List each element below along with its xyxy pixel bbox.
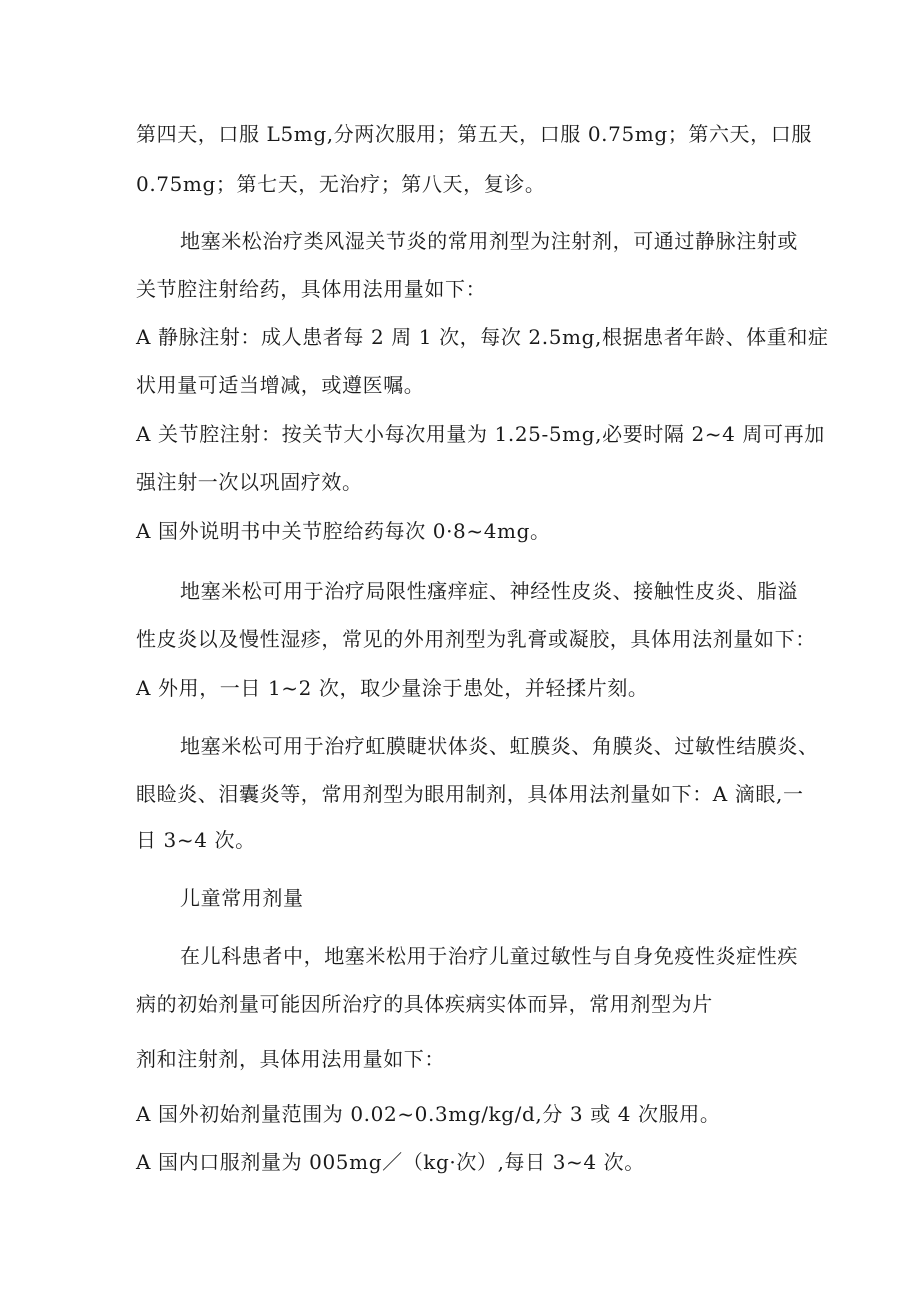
paragraph-start-line: 地塞米松可用于治疗局限性瘙痒症、神经性皮炎、接触性皮炎、脂溢 bbox=[180, 579, 798, 603]
text-line: 0.75mg；第七天，无治疗；第八天，复诊。 bbox=[136, 172, 546, 196]
paragraph-start-line: 地塞米松治疗类风湿关节炎的常用剂型为注射剂，可通过静脉注射或 bbox=[180, 229, 798, 253]
list-item-line: A 国外说明书中关节腔给药每次 0·8~4mg。 bbox=[136, 519, 551, 543]
paragraph-start-line: 地塞米松可用于治疗虹膜睫状体炎、虹膜炎、角膜炎、过敏性结膜炎、 bbox=[180, 734, 819, 758]
list-item-line: A 静脉注射：成人患者每 2 周 1 次，每次 2.5mg,根据患者年龄、体重和症 bbox=[136, 325, 829, 349]
section-heading: 儿童常用剂量 bbox=[180, 886, 304, 910]
text-line: 眼睑炎、泪囊炎等，常用剂型为眼用制剂，具体用法剂量如下：A 滴眼,一 bbox=[136, 782, 804, 806]
text-line: 强注射一次以巩固疗效。 bbox=[136, 470, 363, 494]
text-line: 病的初始剂量可能因所治疗的具体疾病实体而异，常用剂型为片 bbox=[136, 992, 713, 1016]
list-item-line: A 国外初始剂量范围为 0.02~0.3mg/kg/d,分 3 或 4 次服用。 bbox=[136, 1102, 721, 1126]
text-line: 第四天，口服 L5mg,分两次服用；第五天，口服 0.75mg；第六天，口服 bbox=[136, 122, 812, 146]
list-item-line: A 国内口服剂量为 005mg／（kg·次）,每日 3~4 次。 bbox=[136, 1150, 645, 1174]
paragraph-start-line: 在儿科患者中，地塞米松用于治疗儿童过敏性与自身免疫性炎症性疾 bbox=[180, 944, 798, 968]
list-item-line: A 关节腔注射：按关节大小每次用量为 1.25-5mg,必要时隔 2~4 周可再加 bbox=[136, 422, 825, 446]
text-line: 关节腔注射给药，具体用法用量如下： bbox=[136, 277, 487, 301]
text-line: 剂和注射剂，具体用法用量如下： bbox=[136, 1047, 445, 1071]
list-item-line: A 外用，一日 1~2 次，取少量涂于患处，并轻揉片刻。 bbox=[136, 676, 649, 700]
text-line: 状用量可适当增减，或遵医嘱。 bbox=[136, 373, 425, 397]
text-line: 日 3~4 次。 bbox=[136, 828, 256, 852]
text-line: 性皮炎以及慢性湿疹，常见的外用剂型为乳膏或凝胶，具体用法剂量如下： bbox=[136, 627, 816, 651]
